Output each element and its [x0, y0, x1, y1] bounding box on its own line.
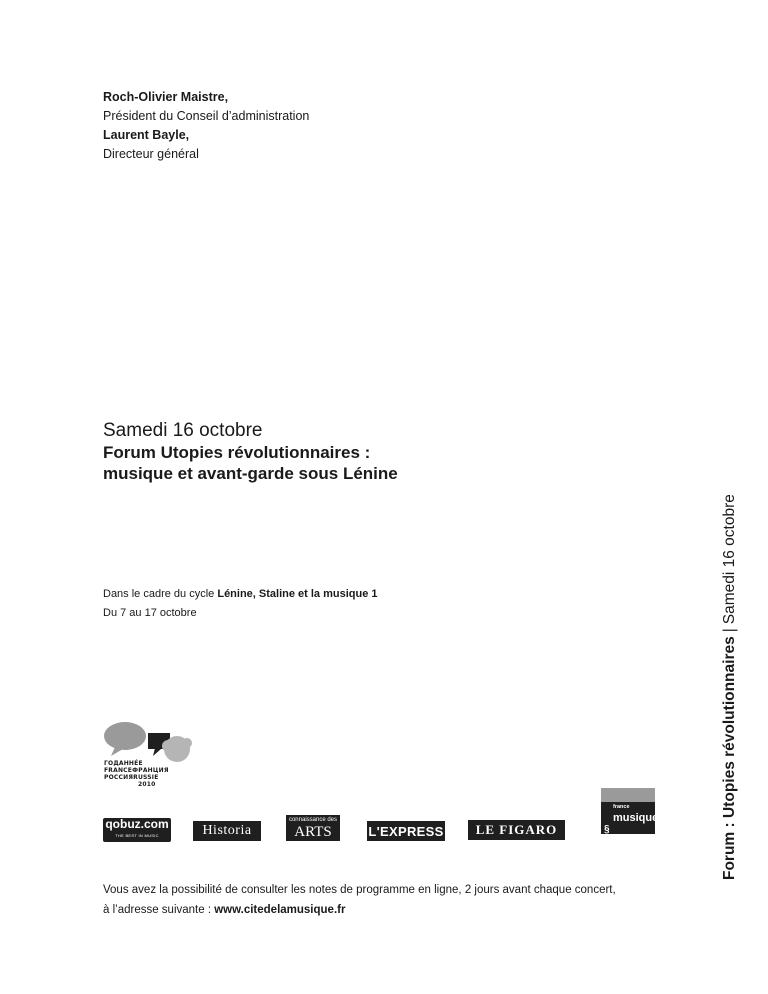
cycle-info — [103, 585, 378, 623]
le-figaro-logo: LE FIGARO — [468, 820, 565, 840]
arts-main-text: ARTS — [294, 824, 332, 840]
signatory-name: Laurent Bayle, — [103, 128, 190, 142]
historia-logo: Historia — [193, 821, 261, 841]
footer-url-link[interactable]: www.citedelamusique.fr — [214, 904, 346, 916]
footer-line: Vous avez la possibilité de consulter les notes de programme en ligne, 2 jours avant chaque concert, — [103, 884, 616, 896]
sidebar-vertical-title — [720, 440, 740, 880]
sponsor-logos — [100, 812, 660, 852]
russia-logo-line: РОССИЯRUSSIE — [104, 774, 159, 781]
signatory-name: Roch-Olivier Maistre, — [103, 90, 229, 104]
sidebar-title: Forum : Utopies révolutionnaires — [721, 636, 738, 880]
russia-logo-line: FRANCEФРАНЦИЯ — [104, 767, 169, 774]
fm-s-icon: § — [604, 824, 610, 835]
qobuz-text: qobuz.com — [105, 817, 169, 831]
cycle-prefix: Dans le cadre du cycle — [103, 588, 218, 600]
cycle-name: Lénine, Staline et la musique 1 — [217, 588, 378, 600]
signatory-role: Président du Conseil d’administration — [103, 109, 310, 123]
fm-small-text: france — [613, 804, 630, 810]
lexpress-logo: L'EXPRESS — [367, 821, 445, 841]
signatories — [103, 88, 309, 164]
france-musique-logo — [601, 788, 659, 835]
russia-logo-line: ГОДАННÉE — [104, 760, 143, 767]
fm-main-text: musique — [613, 812, 659, 824]
footer-note — [103, 880, 616, 920]
event-title: Forum Utopies révolutionnaires : — [103, 443, 371, 462]
footer-prefix: à l’adresse suivante : — [103, 904, 215, 916]
event-subtitle: musique et avant-garde sous Lénine — [103, 464, 398, 483]
qobuz-tagline: THE BEST IN MUSIC — [115, 833, 159, 838]
russia-logo-year: 2010 — [138, 781, 156, 788]
event-date: Samedi 16 octobre — [103, 420, 263, 441]
sidebar-date: Samedi 16 octobre — [721, 494, 738, 625]
arts-top-text: connaissance des — [288, 817, 338, 823]
connaissance-des-arts-logo — [286, 815, 340, 841]
signatory-role: Directeur général — [103, 147, 199, 161]
sidebar-separator: | — [721, 628, 738, 633]
russia-logo-text — [104, 760, 169, 788]
event-heading — [103, 420, 398, 484]
qobuz-logo — [103, 818, 171, 842]
cycle-dates: Du 7 au 17 octobre — [103, 607, 197, 619]
